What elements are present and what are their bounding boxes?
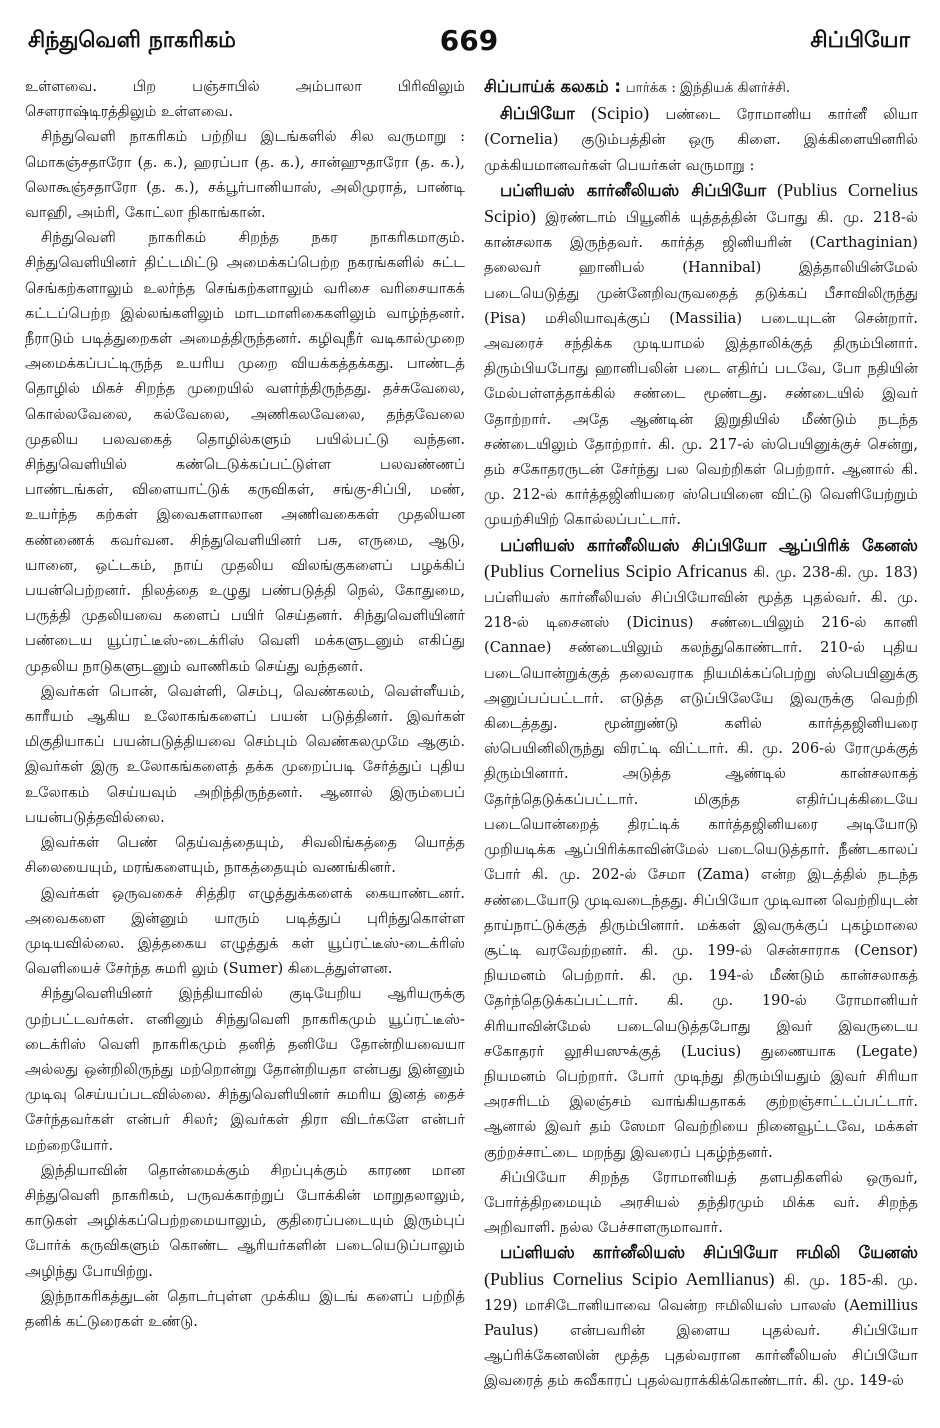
left-column [25,74,465,1334]
entry-sepoy [484,74,918,101]
entry-heading: சிப்பியோ [500,104,575,124]
entry-text: பண்டை ரோமானிய கார்னீ லியா (Cornelia) குடும்பத்தின் ஒரு கிளை. இக்கிளையினரில் முக்கியமானவர்கள் பெயர்கள் வருமாறு : [484,106,919,174]
paragraph: இவர்கள் பொன், வெள்ளி, செம்பு, வெண்கலம், வெள்ளீயம், காரீயம் ஆகிய உலோகங்களைப் பயன் படுத்தினர். இவர்கள் மிகுதியாகப் பயன்படுத்தியவை செம்பும் வெண்கலமுமே ஆகும். இவர்கள் இரு உலோகங்களைத் தக்க முறைப்படி சேர்த்துப் புதிய உலோகம் செய்யவும் அறிந்திருந்தனர். ஆனால் இரும்பைப் பயன்படுத்தவில்லை. [25,682,465,826]
paragraph: இவர்கள் ஒருவகைச் சித்திர எழுத்துக்களைக் கையாண்டனர். அவைகளை இன்னும் யாரும் படித்துப் புரிந்துகொள்ள முடியவில்லை. இத்தகைய எழுத்துக் கள் யூப்ரட்டீஸ்-டைக்ரிஸ் வெளியைச் சேர்ந்த சுமரி லும் (Sumer) கிடைத்துள்ளன. [25,884,465,978]
running-head-left: சிந்துவெளி நாகரிகம் [28,28,236,53]
paragraph: சிந்துவெளியினர் இந்தியாவில் குடியேறிய ஆரியருக்கு முற்பட்டவர்கள். எனினும் சிந்துவெளி நாகரிகமும் யூப்ரட்டீஸ்-டைக்ரிஸ் வெளி நாகரிகமும் தனித் தனியே தோன்றியவையா அல்லது ஒன்றிலிருந்து மற்றொன்று தோன்றியதா என்பது இன்னும் முடிவு செய்யப்படவில்லை. சிந்துவெளியினர் சுமரிய இனத் தைச் சேர்ந்தவர்கள் என்பர் சிலர்; இவர்கள் திரா விடர்களே என்பர் மற்றையோர். [25,985,465,1154]
entry-text: கி. மு. 185-கி. மு. 129) மாசிடோனியாவை வென்ற ஈமிலியஸ் பாலஸ் (Aemillius Paulus) என்பவரின் இளைய புதல்வர். சிப்பியோ ஆப்ரிக்கேனஸின் மூத்த புதல்வரான கார்னீலியஸ் சிப்பியோ இவரைத் தம் சுவீகாரப் புதல்வராக்கிக்கொண்டார். கி. மு. 149-ல் [484,1271,918,1390]
entry-scipio-aemilianus [484,1240,918,1393]
latin-term: (Scipio) [591,103,650,124]
page-header [28,22,910,68]
paragraph: உள்ளவை. பிற பஞ்சாபில் அம்பாலா பிரிவிலும் சௌராஷ்டிரத்திலும் உள்ளவை. [25,78,465,121]
right-column [484,74,918,1394]
entry-scipio-africanus [484,533,918,1165]
page-number: 669 [439,24,499,57]
paragraph: சிப்பியோ சிறந்த ரோமானியத் தளபதிகளில் ஒருவர், போர்த்திறமையும் அரசியல் தந்திரமும் மிக்க வர். சிறந்த அறிவாளி. நல்ல பேச்சாளருமாவார். [484,1168,918,1237]
entry-heading: பப்ளியஸ் கார்னீலியஸ் சிப்பியோ ஈமிலி யேனஸ் [500,1243,918,1263]
paragraph: சிந்துவெளி நாகரிகம் சிறந்த நகர நாகரிகமாகும். சிந்துவெளியினர் திட்டமிட்டு அமைக்கப்பெற்ற நகரங்களில் சுட்ட செங்கற்களாலும் உலர்ந்த செங்கற்களாலும் வரிசை வரிசையாகக் கட்டப்பெற்ற இல்லங்களிலும் மாடமாளிகைகளிலும் வாழ்ந்தனர். நீராடும் படித்துறைகள் அமைத்திருந்தனர். கழிவுநீர் வடிகால்முறை அமைக்கப்பட்டிருந்த உயரிய முறை வியக்கத்தக்கது. பாண்டத் தொழில் மிகச் சிறந்த முறையில் வளர்ந்திருந்தது. தச்சுவேலை, கொல்லவேலை, கல்வேலை, அணிகலவேலை, தந்தவேலை முதலிய பலவகைத் தொழில்களும் பயில்பட்டு வந்தன. சிந்துவெளியில் கண்டெடுக்கப்பட்டுள்ள பலவண்ணப் பாண்டங்கள், விளையாட்டுக் கருவிகள், சங்கு-சிப்பி, மண், உயர்ந்த கற்கள் இவைகளாலான அணிவகைகள் முதலியன கண்ணைக் கவர்வன. சிந்துவெளியினர் பசு, எருமை, ஆடு, யானை, ஒட்டகம், நாய் முதலிய விலங்குகளைப் பழக்கிப் பயன்பெற்றனர். நிலத்தை உழுது பண்படுத்தி நெல், கோதுமை, பருத்தி முதலியவை களைப் பயிர் செய்தனர். சிந்துவெளியினர் பண்டைய யூப்ரட்டீஸ்-டைக்ரிஸ் வெளி மக்களுடனும் எகிப்து முதலிய நாடுகளுடனும் வாணிகம் செய்து வந்தனர். [25,229,465,675]
entry-text: இரண்டாம் பியூனிக் யுத்தத்தின் போது கி. மு. 218-ல் கான்சலாக இருந்தவர். கார்த்த ஜினியரின் (Carthaginian) தலைவர் ஹானிபல் (Hannibal) இத்தாலியின்மேல் படையெடுத்து முன்னேறிவருவதைத் தடுக்கப் பீசாவிலிருந்து (Pisa) மசிலியாவுக்குப் (Massilia) படையுடன் சென்றார். அவரைச் சந்திக்க முடியாமல் இத்தாலிக்குத் திரும்பினார். திரும்பியபோது ஹானிபலின் படை எதிர்ப் படவே, போ நதியின் மேல்பள்ளத்தாக்கில் சண்டை மூண்டது. சண்டையில் இவர் தோற்றார். அதே ஆண்டின் இறுதியில் மீண்டும் நடந்த சண்டையிலும் தோற்றார். கி. மு. 217-ல் ஸ்பெயினுக்குச் சென்று, தம் சகோதரருடன் சேர்ந்து பல வெற்றிகள் பெற்றார். ஆனால் கி. மு. 212-ல் கார்த்தஜினியரை ஸ்பெயினை விட்டு வெளியேற்றும் முயற்சியிற் கொல்லப்பட்டார். [484,209,919,529]
entry-heading: பப்ளியஸ் கார்னீலியஸ் சிப்பியோ ஆப்பிரிக் கேனஸ் [500,535,918,555]
entry-heading: சிப்பாய்க் கலகம் : [484,77,621,96]
entry-scipio [484,101,918,178]
latin-term: (Publius Cornelius Scipio Africanus [484,560,748,581]
entry-publius-cornelius-scipio [484,178,918,533]
latin-term: (Publius Cornelius Scipio) [484,179,918,227]
paragraph: சிந்துவெளி நாகரிகம் பற்றிய இடங்களில் சில வருமாறு : மொகஞ்சதாரோ (த. க.), ஹரப்பா (த. க.), சான்ஹுதாரோ (த. க.), லொகூஞ்சதாரோ (த. க.), சக்பூர்பானியாஸ், அலிமுராத், பாண்டி வாஹி, அம்ரி, கோட்லா நிகாங்கான். [25,128,465,222]
paragraph: இவர்கள் பெண் தெய்வத்தையும், சிவலிங்கத்தை யொத்த சிலையையும், மரங்களையும், நாகத்தையும் வணங்கினர். [25,834,465,877]
paragraph: இந்தியாவின் தொன்மைக்கும் சிறப்புக்கும் காரண மான சிந்துவெளி நாகரிகம், பருவக்காற்றுப் போக்கின் மாறுதலாலும், காடுகள் அழிக்கப்பெற்றமையாலும், குதிரைப்படையும் இரும்புப் போர்க் கருவிகளும் கொண்ட ஆரியர்களின் படையெடுப்பாலும் அழிந்து போயிற்று. [25,1161,465,1280]
paragraph: இந்நாகரிகத்துடன் தொடர்புள்ள முக்கிய இடங் களைப் பற்றித் தனிக் கட்டுரைகள் உண்டு. [25,1287,465,1330]
entry-heading: பப்ளியஸ் கார்னீலியஸ் சிப்பியோ [500,180,767,200]
entry-text: கி. மு. 238-கி. மு. 183) பப்ளியஸ் கார்னீலியஸ் சிப்பியோவின் மூத்த புதல்வர். கி. மு. 218-ல் டிசைனஸ் (Dicinus) சண்டையிலும் 216-ல் கானி (Cannae) சண்டையிலும் கலந்துகொண்டார். 210-ல் புதிய படையொன்றுக்குத் தலைவராக நியமிக்கப்பெற்று ஸ்பெயினுக்கு அனுப்பப்பட்டார். எடுத்த எடுப்பிலேயே இவருக்கு வெற்றி கிடைத்தது. மூன்றுண்டு களில் கார்த்தஜினியரை ஸ்பெயினிலிருந்து விரட்டி விட்டார். கி. மு. 206-ல் ரோமுக்குத் திரும்பினார். அடுத்த ஆண்டில் கான்சலாகத் தேர்ந்தெடுக்கப்பட்டார். மிகுந்த எதிர்ப்புக்கிடையே படையொன்றைத் திரட்டிக் கார்த்தஜினியரை அடியோடு முறியடிக்க ஆப்பிரிக்காவின்மேல் படையெடுத்தார். நீண்டகாலப் போர் கி. மு. 202-ல் சேமா (Zama) என்ற இடத்தில் நடந்த சண்டையோடு முடிவடைந்தது. சிப்பியோ முடிவான வெற்றியுடன் தாய்நாட்டுக்குத் திரும்பினார். மக்கள் இவருக்குப் புகழ்மாலை சூட்டி வரவேற்றனர். கி. மு. 199-ல் சென்சாராக (Censor) நியமனம் பெற்றார். கி. மு. 194-ல் மீண்டும் கான்சலாகத் தேர்ந்தெடுக்கப்பட்டார். கி. மு. 190-ல் ரோமானியர் சிரியாவின்மேல் படையெடுத்தபோது இவர் இவருடைய சகோதரர் லூசியஸுக்குத் (Lucius) துணையாக (Legate) நியமனம் பெற்றார். போர் முடிந்து திரும்பியதும் இவர் சிரியா அரசரிடம் இலஞ்சம் வாங்கியதாகக் குற்றஞ்சாட்டப்பட்டார். ஆனால் இவர் தம் ஸேமா வெற்றியை நினைவூட்டவே, மக்கள் குற்றச்சாட்டை மறந்து இவரைப் புகழ்ந்தனர். [484,563,918,1161]
latin-term: (Publius Cornelius Scipio Aemllianus) [484,1268,775,1289]
entry-text: பார்க்க : இந்தியக் கிளர்ச்சி. [625,80,791,96]
running-head-right: சிப்பியோ [810,28,910,53]
